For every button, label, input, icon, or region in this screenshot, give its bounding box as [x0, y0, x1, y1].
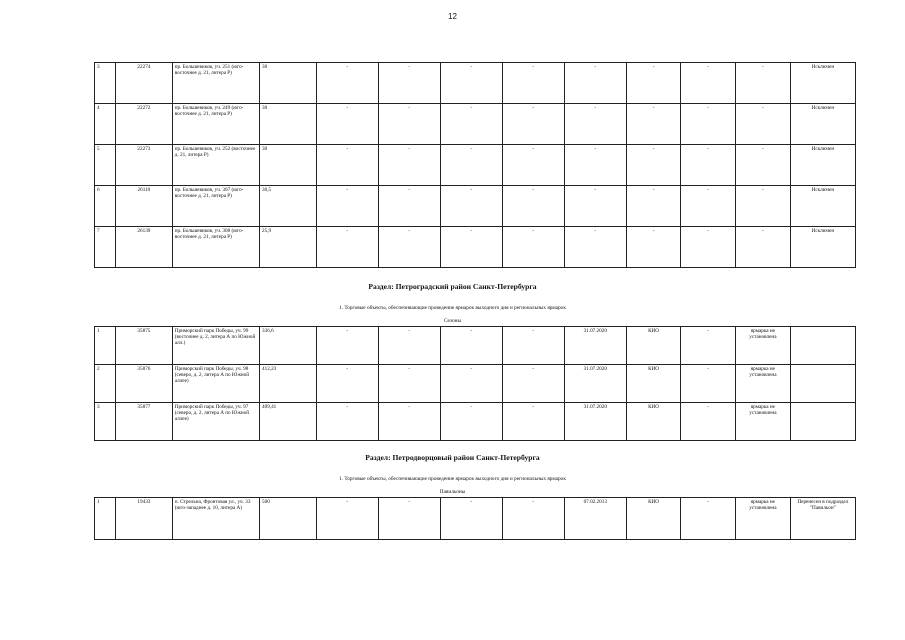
cell-num: 3 — [95, 63, 116, 104]
cell-note: Исключен — [790, 63, 855, 104]
cell-address: пр. Большевиков, уч. 251 (юго-восточнее д. 21, литера Р) — [172, 63, 259, 104]
cell-code: 35877 — [116, 403, 173, 441]
cell-code: 26139 — [116, 227, 173, 268]
cell-note — [790, 403, 855, 441]
table-petrogradsky — [94, 326, 856, 441]
cell-c4: - — [502, 227, 564, 268]
cell-c5: - — [564, 186, 626, 227]
table-row — [95, 63, 856, 104]
cell-c5: - — [564, 63, 626, 104]
cell-c6: КИО — [626, 327, 681, 365]
cell-area: 30 — [260, 104, 317, 145]
table-petrodvortsovy — [94, 497, 856, 540]
cell-c7: - — [681, 186, 736, 227]
group-name-petrodvortsovy: Павильоны — [439, 489, 466, 495]
cell-c7: - — [681, 63, 736, 104]
cell-code: 35876 — [116, 365, 173, 403]
cell-address: Приморский парк Победы, уч. 97 (северо, д. 2, литера А по Южной аллее) — [172, 403, 259, 441]
cell-c7: - — [681, 145, 736, 186]
section-title-petrodvortsovy: Раздел: Петродворцовый район Санкт-Петербурга — [365, 453, 540, 462]
cell-c1: - — [316, 403, 378, 441]
cell-address: Приморский парк Победы, уч. 98 (северо, д. 2, литера А по Южной аллее) — [172, 365, 259, 403]
cell-c4: - — [502, 327, 564, 365]
cell-area: 500 — [260, 498, 317, 540]
cell-c7: - — [681, 227, 736, 268]
cell-c8: ярмарка не установлена — [736, 365, 791, 403]
table-row — [95, 227, 856, 268]
cell-c6: - — [626, 227, 681, 268]
cell-address: пр. Большевиков, уч. 252 (восточнее д. 21, литера Р) — [172, 145, 259, 186]
cell-note — [790, 365, 855, 403]
cell-c3: - — [440, 365, 502, 403]
cell-area: 30 — [260, 145, 317, 186]
cell-c8: - — [736, 145, 791, 186]
cell-c3: - — [440, 403, 502, 441]
cell-c1: - — [316, 498, 378, 540]
cell-c3: - — [440, 227, 502, 268]
table-row — [95, 104, 856, 145]
cell-area: 30 — [260, 63, 317, 104]
cell-c3: - — [440, 63, 502, 104]
cell-c1: - — [316, 327, 378, 365]
cell-c7: - — [681, 104, 736, 145]
cell-c2: - — [378, 227, 440, 268]
cell-c6: КИО — [626, 498, 681, 540]
cell-c4: - — [502, 104, 564, 145]
cell-area: 336,6 — [260, 327, 317, 365]
cell-num: 1 — [95, 327, 116, 365]
cell-area: 409,41 — [260, 403, 317, 441]
section-subheading-petrodvortsovy: 1. Торговые объекты, обеспечивающие проведение ярмарок выходного дня и региональных ярмарок — [339, 476, 566, 482]
cell-c6: КИО — [626, 403, 681, 441]
cell-code: 22273 — [116, 145, 173, 186]
cell-c4: - — [502, 63, 564, 104]
cell-num: 5 — [95, 145, 116, 186]
cell-c1: - — [316, 104, 378, 145]
table-continuation — [94, 62, 856, 268]
cell-c3: - — [440, 327, 502, 365]
cell-c6: - — [626, 63, 681, 104]
table-row — [95, 403, 856, 441]
cell-note: Исключен — [790, 104, 855, 145]
cell-address: п. Стрельна, Фронтовая ул., уч. 33 (юго-западнее д. 10, литера А) — [172, 498, 259, 540]
cell-area: 25,9 — [260, 227, 317, 268]
cell-c5: 07.02.2013 — [564, 498, 626, 540]
cell-c5: - — [564, 227, 626, 268]
cell-code: 22274 — [116, 63, 173, 104]
cell-area: 30,5 — [260, 186, 317, 227]
cell-c4: - — [502, 145, 564, 186]
cell-num: 1 — [95, 498, 116, 540]
cell-c6: - — [626, 186, 681, 227]
cell-c8: - — [736, 63, 791, 104]
table-row — [95, 327, 856, 365]
cell-c4: - — [502, 365, 564, 403]
cell-c4: - — [502, 498, 564, 540]
cell-c5: - — [564, 145, 626, 186]
table-row — [95, 365, 856, 403]
cell-c1: - — [316, 63, 378, 104]
section-subheading-petrogradsky: 1. Торговые объекты, обеспечивающие проведение ярмарок выходного дня и региональных ярмарок — [339, 305, 566, 311]
cell-num: 3 — [95, 403, 116, 441]
cell-c4: - — [502, 186, 564, 227]
cell-c6: - — [626, 145, 681, 186]
cell-c8: - — [736, 186, 791, 227]
cell-c2: - — [378, 104, 440, 145]
cell-c5: 31.07.2020 — [564, 327, 626, 365]
cell-c7: - — [681, 365, 736, 403]
table-row — [95, 145, 856, 186]
cell-note: Исключен — [790, 227, 855, 268]
cell-address: Приморский парк Победы, уч. 99 (восточнее д. 2, литера А по Южной алл.) — [172, 327, 259, 365]
cell-num: 2 — [95, 365, 116, 403]
cell-address: пр. Большевиков, уч. 308 (юго-восточнее д. 21, литера Р) — [172, 227, 259, 268]
cell-c1: - — [316, 186, 378, 227]
cell-c2: - — [378, 403, 440, 441]
cell-num: 6 — [95, 186, 116, 227]
cell-c8: ярмарка не установлена — [736, 403, 791, 441]
cell-note: Исключен — [790, 186, 855, 227]
cell-c3: - — [440, 145, 502, 186]
cell-c1: - — [316, 365, 378, 403]
cell-address: пр. Большевиков, уч. 307 (юго-восточнее д. 21, литера Р) — [172, 186, 259, 227]
cell-c5: 31.07.2020 — [564, 403, 626, 441]
cell-c7: - — [681, 403, 736, 441]
cell-c7: - — [681, 327, 736, 365]
cell-c3: - — [440, 186, 502, 227]
cell-c2: - — [378, 327, 440, 365]
cell-num: 4 — [95, 104, 116, 145]
cell-num: 7 — [95, 227, 116, 268]
cell-code: 26110 — [116, 186, 173, 227]
page-number: 12 — [448, 12, 457, 21]
cell-area: 412,23 — [260, 365, 317, 403]
cell-code: 22272 — [116, 104, 173, 145]
cell-c6: КИО — [626, 365, 681, 403]
cell-c2: - — [378, 145, 440, 186]
cell-c3: - — [440, 498, 502, 540]
cell-c7: - — [681, 498, 736, 540]
group-name-petrogradsky: Сезоны — [443, 318, 462, 324]
cell-note: Перенесен в подраздел "Павильон" — [790, 498, 855, 540]
cell-code: 19433 — [116, 498, 173, 540]
table-row — [95, 186, 856, 227]
cell-c3: - — [440, 104, 502, 145]
cell-c1: - — [316, 227, 378, 268]
section-title-petrogradsky: Раздел: Петроградский район Санкт-Петербурга — [368, 282, 537, 291]
table-row — [95, 498, 856, 540]
cell-c2: - — [378, 365, 440, 403]
cell-c8: - — [736, 104, 791, 145]
cell-c8: - — [736, 227, 791, 268]
cell-c5: 31.07.2020 — [564, 365, 626, 403]
cell-note: Исключен — [790, 145, 855, 186]
cell-c5: - — [564, 104, 626, 145]
cell-c1: - — [316, 145, 378, 186]
cell-address: пр. Большевиков, уч. 249 (юго-восточнее д. 21, литера Р) — [172, 104, 259, 145]
cell-c4: - — [502, 403, 564, 441]
cell-code: 35875 — [116, 327, 173, 365]
cell-c8: ярмарка не установлена — [736, 327, 791, 365]
cell-c2: - — [378, 63, 440, 104]
cell-note — [790, 327, 855, 365]
cell-c6: - — [626, 104, 681, 145]
cell-c2: - — [378, 186, 440, 227]
cell-c8: ярмарка не установлена — [736, 498, 791, 540]
cell-c2: - — [378, 498, 440, 540]
